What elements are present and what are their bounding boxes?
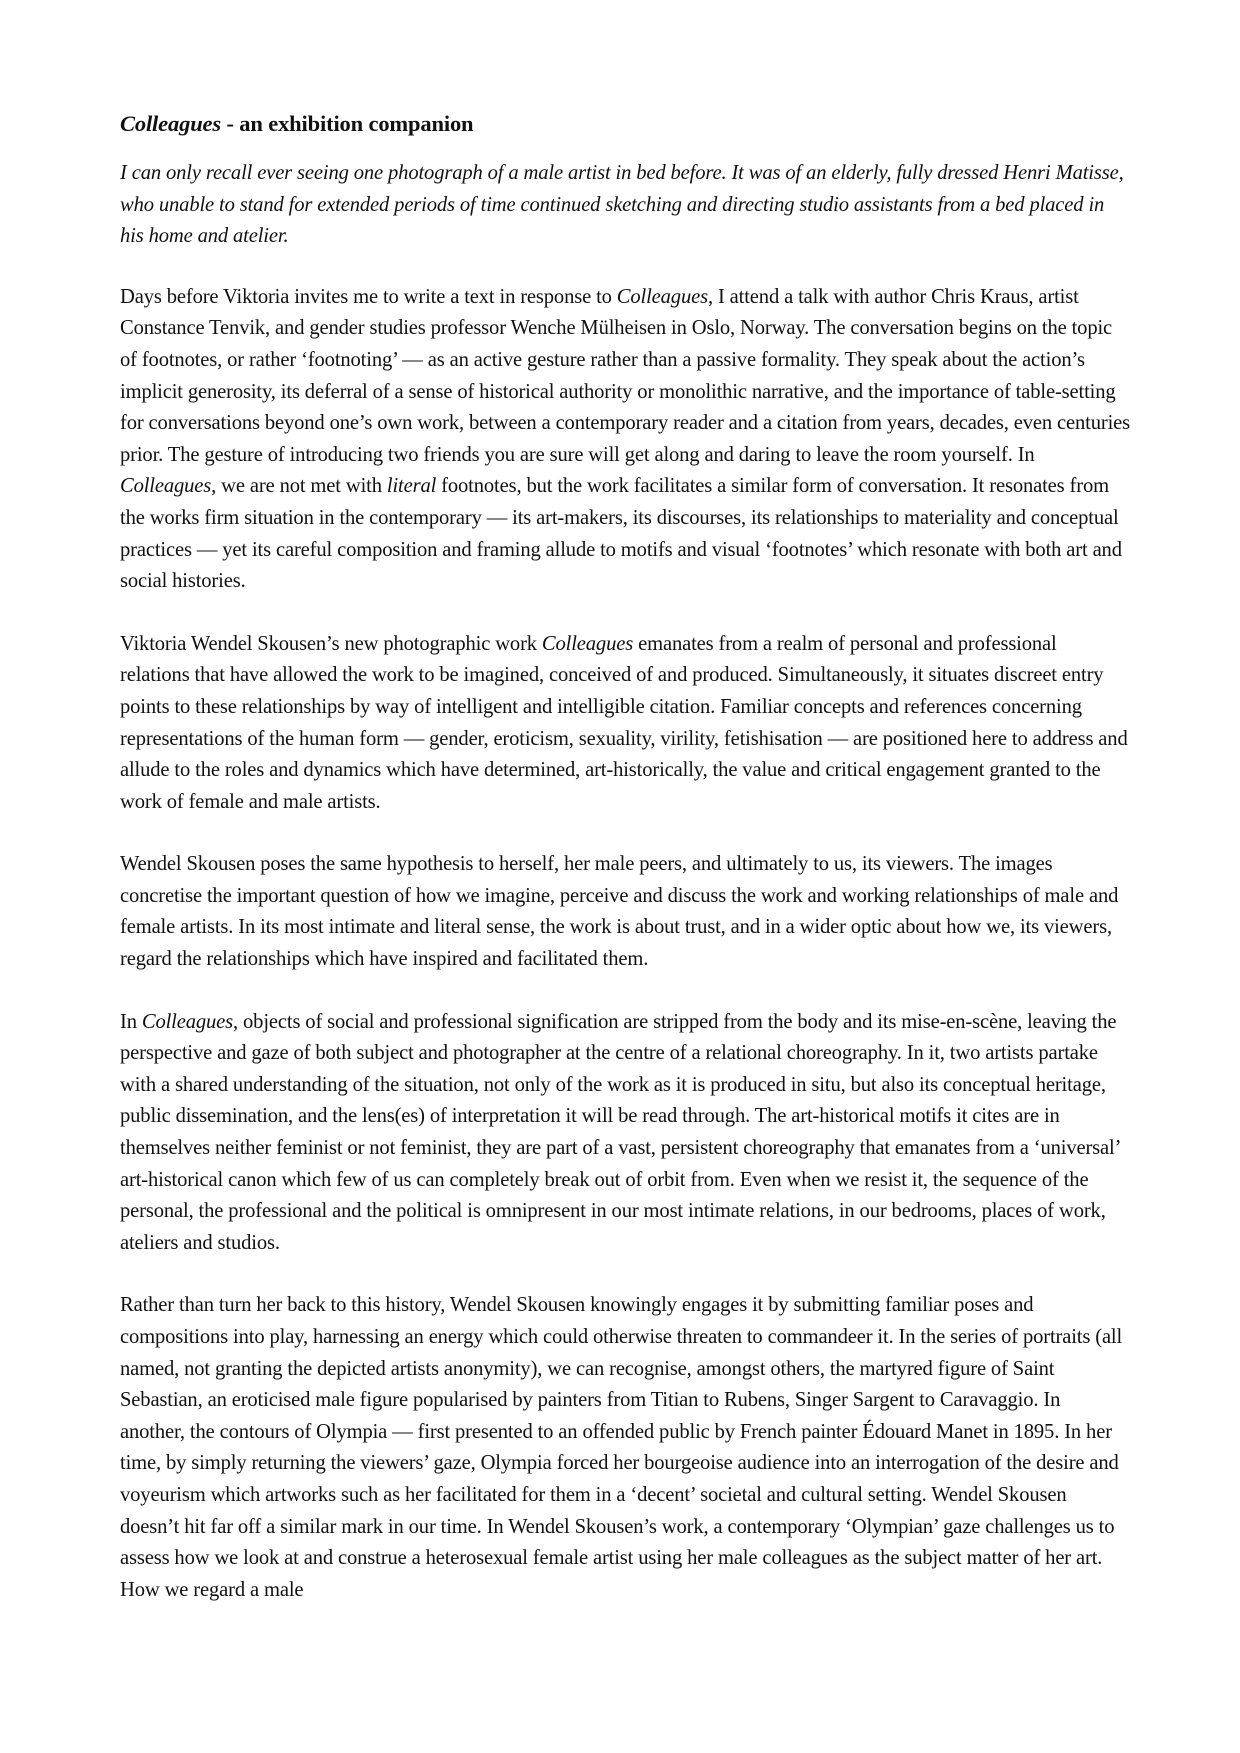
title-rest-part: - an exhibition companion — [221, 111, 474, 136]
italic-text: Colleagues — [141, 1010, 234, 1033]
text-run: footnotes, but the work facilitates a similar form of conversation. It resonates from the works firm situation in the contemporary — its art-makers, its discourses, its relationships to materiality and conceptual practices — yet its careful composition and framing allude to motifs and visual ‘footnotes’ which resonate with both art and social histories. — [120, 475, 1122, 593]
italic-text: Colleagues — [120, 475, 212, 498]
text-run: In — [120, 1010, 142, 1033]
italic-text: Colleagues — [541, 632, 634, 655]
body-paragraph — [120, 282, 1130, 598]
text-run: Rather than turn her back to this history, Wendel Skousen knowingly engages it by submitting familiar poses and compositions into play, harnessing an energy which could otherwise threaten to commandeer it. In the series of portraits (all named, not granting the depicted artists anonymity), we can recognise, amongst others, the martyred figure of Saint Sebastian, an eroticised male figure popularised by painters from Titian to Rubens, Singer Sargent to Caravaggio. In another, the contours of Olympia — first presented to an offended public by French painter Édouard Manet in 1895. In her time, by simply returning the viewers’ gaze, Olympia forced her bourgeoise audience into an interrogation of the desire and voyeurism which artworks such as her facilitated for them in a ‘decent’ societal and cultural setting. Wendel Skousen doesn’t hit far off a similar mark in our time. In Wendel Skousen’s work, a contemporary ‘Olympian’ gaze challenges us to assess how we look at and construe a heterosexual female artist using her male colleagues as the subject matter of her art. How we regard a male — [120, 1294, 1123, 1601]
body-paragraph — [120, 849, 1130, 975]
body-paragraph — [120, 629, 1130, 819]
title-italic-part: Colleagues — [120, 111, 222, 136]
body-paragraphs — [120, 282, 1130, 1607]
document-page — [120, 108, 1130, 1637]
body-paragraph — [120, 1007, 1130, 1260]
text-run: Days before Viktoria invites me to write a text in response to — [120, 285, 617, 308]
text-run: Wendel Skousen poses the same hypothesis to herself, her male peers, and ultimately to us, its viewers. The images concretise the important question of how we imagine, perceive and discuss the work and working relationships of male and female artists. In its most intimate and literal sense, the work is about trust, and in a wider optic about how we, its viewers, regard the relationships which have inspired and facilitated them. — [120, 853, 1119, 971]
epigraph: I can only recall ever seeing one photograph of a male artist in bed before. It was of an elderly, fully dressed Henri Matisse, who unable to stand for extended periods of time continued sketching and directing studio assistants from a bed placed in his home and atelier. — [120, 162, 1124, 248]
text-run: , objects of social and professional signification are stripped from the body and its mise-en-scène, leaving the perspective and gaze of both subject and photographer at the centre of a relational choreography. In it, two artists partake with a shared understanding of the situation, not only of the work as it is produced in situ, but also its conceptual heritage, public dissemination, and the lens(es) of interpretation it will be read through. The art-historical motifs it cites are in themselves neither feminist or not feminist, they are part of a vast, persistent choreography that emanates from a ‘universal’ art-historical canon which few of us can completely break out of orbit from. Even when we resist it, the sequence of the personal, the professional and the political is omnipresent in our most intimate relations, in our bedrooms, places of work, ateliers and studios. — [120, 1010, 1120, 1254]
body-paragraph — [120, 1290, 1130, 1606]
text-run: Viktoria Wendel Skousen’s new photographic work — [120, 632, 542, 655]
text-run: emanates from a realm of personal and professional relations that have allowed the work to be imagined, conceived of and produced. Simultaneously, it situates discreet entry points to these relationships by way of intelligent and intelligible citation. Familiar concepts and references concerning representations of the human form — gender, eroticism, sexuality, virility, fetishisation — are positioned here to address and allude to the roles and dynamics which have determined, art-historically, the value and critical engagement granted to the work of female and male artists. — [120, 632, 1128, 813]
italic-text: Colleagues — [616, 285, 708, 308]
text-run: , I attend a talk with author Chris Kraus, artist Constance Tenvik, and gender studies professor Wenche Mülheisen in Oslo, Norway. The conversation begins on the topic of footnotes, or rather ‘footnoting’ — as an active gesture rather than a passive formality. They speak about the action’s implicit generosity, its deferral of a sense of historical authority or monolithic narrative, and the importance of table-setting for conversations beyond one’s own work, between a contemporary reader and a citation from years, decades, even centuries prior. The gesture of introducing two friends you are sure will get along and daring to leave the room yourself. In — [120, 285, 1130, 466]
text-run: , we are not met with — [211, 475, 387, 498]
document-title — [120, 108, 1130, 140]
italic-text: literal — [386, 475, 437, 498]
